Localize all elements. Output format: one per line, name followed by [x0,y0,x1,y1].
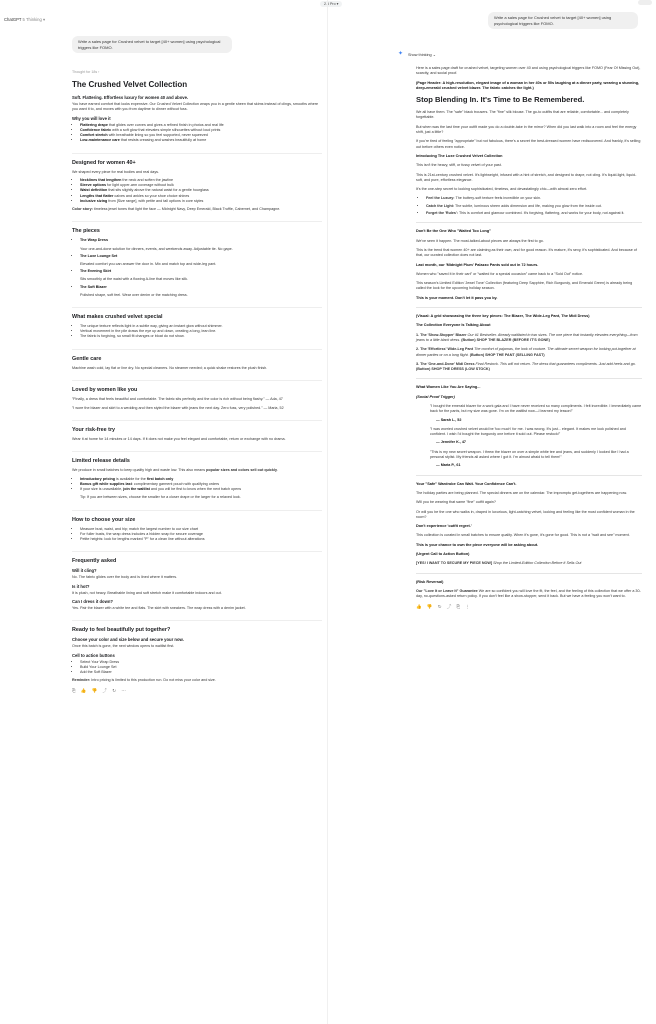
list-item: • Catch the Light: The subtle, luminous sheen adds dimension and life, making you glow from the inside out. [426,204,642,209]
collection-heading: The Collection Everyone Is Talking About [416,323,491,328]
paragraph: This is the trend that women 40+ are claiming as their own, and for good reason. It's mature, it's sexy, it's sophisticated. And because of that, our curated collection does not last. [416,247,637,258]
list-item: • Introductory pricing is available for the first batch only [80,477,322,482]
user-prompt-bubble: Write a sales page for Crushed velvet to target [40+ women] using psychological triggers like FOMO. [72,36,232,53]
list-item: • The Luxe Lounge Set [80,254,322,259]
designed-list [72,178,322,204]
safe-heading: Your "Safe" Wardrobe Can Wait. Your Confidence Can't. [416,481,517,486]
why-heading: Why you will love it [72,115,111,121]
loved-heading: Loved by women like you [72,380,322,393]
piece-desc: Sits smoothly at the waist with a flowing A-line that moves like silk. [80,277,189,282]
list-item: • The unique texture reflects light in a subtle way, giving an instant glow without shimmer. [80,324,322,329]
paragraph: This season's Limited Edition 'Jewel Tone' Collection (featuring Deep Sapphire, Rich Burgundy, and Emerald Green) is already being called the look for the upcoming holiday season. [416,281,633,291]
product-item: 1. The 'Show-Stopper' Blazer Our #1 Bestseller. Already waitlisted in two sizes. The one piece that instantly elevates everything—from jeans to a little black dress. (Button) SHOP THE BLAZER (BEFORE IT'S GONE) [416,332,638,342]
paragraph: But when was the last time your outfit made you do a double-take in the mirror? When did you last walk into a room and feel the energy shift, just a little? [416,124,637,135]
list-item: • Feel the Luxury: The buttery-soft texture feels incredible on your skin. [426,196,642,201]
product-item: 3. The 'One-and-Done' Midi Dress Final Restock. This will not return. The dress that guarantees compliments. Just add heels and go. (Button) SHOP THE DRESS (LOW STOCK) [416,361,636,372]
list-item: • The Soft Blazer [80,285,322,290]
risk-reversal: (Risk Reversal) [416,579,444,584]
list-item: • If your size is unavailable, join the waitlist and you will be first to know when the next batch opens [80,487,322,492]
paragraph: Women who "saved it in their cart" or "waited for a special occasion" came back to a "Sold Out" notice. [416,271,584,276]
special-heading: What makes crushed velvet special [72,307,322,320]
list-item: • For fuller busts, the wrap dress includes a hidden snap for secure coverage [80,532,322,537]
testimonial: "I bought the emerald blazer for a work gala and I have never received so many compliments. I felt incredible. I immediately came back for the pants, but my size was gone. I'm on the waitlist now—I learned my lesson!" [430,403,642,414]
faq-question: Can I dress it down? [72,598,113,604]
pieces-list-2 [72,254,322,259]
testimonial: "This is my new secret weapon. I threw the blazer on over a simple white tee and jeans, and suddenly I looked like I had a personal stylist. My friends all asked where I got it. I'm almost afraid to tell them!" [430,449,629,460]
divider [416,307,642,308]
list-item: • Necklines that lengthen the neck and soften the jawline [80,178,322,183]
list-item: • The fabric is forgiving, so small fit changes or bloat do not show. [80,334,322,339]
cta-wrap-dress[interactable]: • Select Your Wrap Dress [80,660,322,665]
list-item: • Confidence fabric with a soft glow that elevates simple silhouettes without loud prints [80,128,322,133]
right-response [416,66,642,610]
product-item: 2. The 'Effortless' Wide-Leg Pant The comfort of pajamas, the look of couture. The ultimate secret weapon for looking put-together at dinner parties or on a long flight. (Button) SHOP THE PANT (SELLING FAST) [416,347,636,357]
divider [416,573,642,574]
divider [416,475,642,476]
intro-collection: Introducing The Luxe Crushed Velvet Collection [416,153,503,158]
special-list [72,324,322,340]
app-title[interactable]: ChatGPT 5 Thinking ▾ [4,17,46,22]
paragraph: It's the one-step secret to looking sophisticated, timeless, and devastatingly chic—with almost zero effort. [416,187,588,192]
designed-heading: Designed for women 40+ [72,153,322,166]
faq-question: Is it hot? [72,583,90,589]
divider [416,222,642,223]
review: "Finally, a dress that feels beautiful and comfortable. The fabric sits perfectly and the color is rich without being flashy." — Ada, 47 [72,397,283,402]
piece-desc: Polished shape, soft feel. Wear over denim or the matching dress. [80,292,188,297]
ready-text: Once this batch is gone, the next window opens to waitlist first. [72,644,175,649]
list-item: • Inclusive sizing from [Size range], with petite and tall options in core styles [80,199,322,204]
show-thinking-toggle[interactable]: Show thinking ⌄ [408,53,436,57]
header-image-note: (Page Header: A high-resolution, elegant image of a woman in her 40s or 50s laughing at a dinner party, wearing a stunning, deep-emerald crushed velvet blazer. The fabric catches the light.) [416,80,640,90]
saying-sub: (Social Proof Trigger) [416,394,455,399]
risk-heading: Your risk-free try [72,420,322,433]
paragraph: This is 21st-century crushed velvet. It's lightweight, infused with a hint of stretch, and designed to drape, not cling. It's liquid-light, liquid-soft, and pure, effortless elegance. [416,172,637,182]
care-heading: Gentle care [72,349,322,362]
left-response [72,70,322,694]
headline: Stop Blending In. It's Time to Be Remembered. [416,95,585,105]
guarantee: Our "Love It or Leave It" Guarantee We are so confident you will love the fit, the feel, and the feeling of this collection that we offer a 30-day, no-questions-asked return policy. If you don't feel like a show-stopper, send it back. But we have a feeling you won't want to. [416,588,641,599]
testimonial: "I was worried crushed velvet would be 'too much' for me. I was wrong. It's just... elegant. It makes me look polished and confident. I wish I'd bought the burgundy one before it sold out. Please restock!" [430,426,626,437]
ready-heading: Ready to feel beautifully put together? [72,620,322,633]
gemini-spark-icon: ✦ [398,51,404,57]
cta-heading: Cell to action buttons [72,652,115,658]
limited-list [72,477,322,493]
list-item: • Measure bust, waist, and hip; match the largest number to our size chart [80,527,322,532]
list-item: • The Wrap Dress [80,238,322,243]
choose-list [72,527,322,543]
divider [416,378,642,379]
pieces-list-4 [72,285,322,290]
list-item: • Low-maintenance care that resists creasing and washes beautifully at home [80,138,322,143]
paragraph: Or will you be the one who walks in, draped in luxurious, light-catching velvet, looking and feeling like the most confident woman in the room? [416,509,635,519]
list-item: • Vertical movement in the pile draws the eye up and down, creating a long, lean line. [80,329,322,334]
paragraph: Will you be wearing that same "fine" outfit again? [416,500,496,505]
tagline: Soft. Flattering. Effortless luxury for women 40 and above. [72,95,189,100]
paragraph: This collection is curated in small batches to ensure quality. When it's gone, it's gone for good. This is not a "wait and see" moment. [416,533,630,538]
pieces-list [72,238,322,243]
chance: This is your chance to own the piece everyone will be asking about. [416,542,539,547]
list-item: • Bonus gift while supplies last: complimentary garment pouch with qualifying orders [80,482,322,487]
cta-lounge-set[interactable]: • Build Your Lounge Set [80,665,322,670]
testimonial-author: — Sarah L., 52 [436,417,462,422]
response-title: The Crushed Velvet Collection [72,80,188,89]
cta-list [72,660,322,676]
paragraph: If you're tired of feeling "appropriate" but not fabulous, there's a secret the best-dressed women have rediscovered. And frankly, it's selling out before others even notice. [416,139,641,149]
faq-answer: No. The fabric glides over the body and is lined where it matters. [72,575,178,580]
review: "I wore the blazer and skirt to a wedding and then styled the blazer with jeans the next day. Zero fuss, very polished." — Maria, 52 [72,405,284,410]
faq-question: Will it cling? [72,568,97,574]
list-item: • Lengths that flatter calves and ankles so your shoe choice shines [80,194,322,199]
risk-text: Wear it at home for 14 minutes or 14 days. If it does not make you feel elegant and comfortable, return or exchange with no drama. [72,436,286,441]
paragraph: We've seen it happen. The most-talked-about pieces are always the first to go. [416,238,544,243]
intro-paragraph: You have earned comfort that looks expensive. Our Crushed Velvet Collection wraps you in a gentle sheen that skims instead of clings, smooths where you want it to, and moves with you from daytime to dinner without fuss. [72,102,319,112]
ready-bold: Choose your color and size below and secure your now. [72,637,184,643]
faq-answer: Yes. Pair the blazer with a white tee and flats. The skirt with sneakers. The wrap dress with a denim jacket. [72,605,246,610]
why-list [72,123,322,144]
faq-heading: Frequently asked [72,551,322,564]
moment: This is your moment. Don't let it pass you by. [416,295,498,300]
urgent-cta-note: (Urgent Call to Action Button) [416,552,470,557]
testimonial-author: — Jennifer K., 47 [436,440,466,445]
piece-desc: Elevated comfort you can answer the door in. Mix and match top and wide-leg pant. [80,262,217,267]
list-item: • Petite heights: look for lengths marked "P" for a clean line without alterations [80,537,322,542]
pieces-heading: The pieces [72,221,322,234]
feel-list [416,196,642,216]
paragraph: The holiday parties are being planned. The special dinners are on the calendar. The impromptu get-togethers are happening now. [416,490,628,495]
color-story: Color story: timeless jewel tones that light the face — Midnight Navy, Deep Emerald, Black Truffle, Cabernet, and Champagne. [72,207,281,212]
list-item: • Waist definition that sits slightly above the natural waist for a gentle hourglass [80,188,322,193]
right-chat-pane [328,0,656,1024]
response-action-icons[interactable]: 👍 👎 ↻ ⤴ ⎘ ⋮ [416,603,472,609]
list-item: • Comfort stretch with breathable lining so you feel supported, never squeezed [80,133,322,138]
list-item: • Forget the 'Rules': This is comfort and glamour combined. It's forgiving, flattering, and works for your body, not against it. [426,211,642,216]
thought-toggle[interactable]: Thought for 18s › [72,70,100,74]
limited-intro: We produce in small batches to keep quality high and waste low. This also means popular sizes and colors sell out quickly. [72,468,279,473]
paragraph: We all have them. The "safe" black trousers. The "fine" silk blouse. The go-to outfits that are reliable, comfortable... and completely forgettable. [416,110,629,120]
care-text: Machine wash cold, lay flat or line dry. No special cleaners. No steamer needed; a quick shake restores the plush finish. [72,365,268,370]
size-tip: Tip: If you are between sizes, choose the smaller for a closer drape or the larger for a relaxed look. [80,495,241,500]
paragraph: This isn't the heavy, stiff, or fussy velvet of your past. [416,163,502,168]
wait-heading: Don't Be the One Who "Waited Too Long" [416,229,491,234]
reminder: Reminder: Intro pricing is limited to this production run. Do not miss your color and size. [72,678,216,683]
intro-paragraph: Here is a sales page draft for crushed velvet, targeting women over 40 and using psychological triggers like FOMO (Fear Of Missing Out), scarcity, and social proof. [416,66,641,76]
regret: Don't experience 'outfit regret.' [416,524,472,529]
testimonial-author: — Maria P., 61 [436,463,461,468]
cta-soft-blazer[interactable]: • Add the Soft Blazer [80,670,322,675]
list-item: • Flattering drape that glides over curves and gives a refined finish in photos and real life [80,123,322,128]
piece-desc: Your one-and-done solution for dinners, events, and weekends away. Adjustable tie. No gape. [80,246,233,251]
saying-heading: What Women Like You Are Saying... [416,385,481,390]
pieces-list-3 [72,269,322,274]
cta-line: [YES! I WANT TO SECURE MY PIECE NOW] Shop the Limited-Edition Collection Before It Sells Out [416,561,582,566]
last-month: Last month, our 'Midnight Plum' Palazzo Pants sold out in 72 hours. [416,262,539,267]
faq-answer: It is plush, not heavy. Breathable lining and soft stretch make it comfortable indoors and out. [72,590,222,595]
user-prompt-bubble: Write a sales page for Crushed velvet to target [40+ women] using psychological triggers like FOMO. [488,12,638,29]
list-item: • Sleeve options for light upper-arm coverage without bulk [80,183,322,188]
choose-heading: How to choose your size [72,510,322,523]
visual-note: (Visual: A grid showcasing the three key pieces: The Blazer, The Wide-Leg Pant, The Midi Dress) [416,314,590,319]
list-item: • The Evening Skirt [80,269,322,274]
model-selector[interactable]: 2.5 Pro ▾ [320,1,342,7]
designed-intro: We shaped every piece for real bodies and real days. [72,169,160,174]
response-action-icons[interactable]: ⎘ 👍 👎 ⤴ ↻ ⋯ [72,687,128,693]
limited-heading: Limited release details [72,451,322,464]
